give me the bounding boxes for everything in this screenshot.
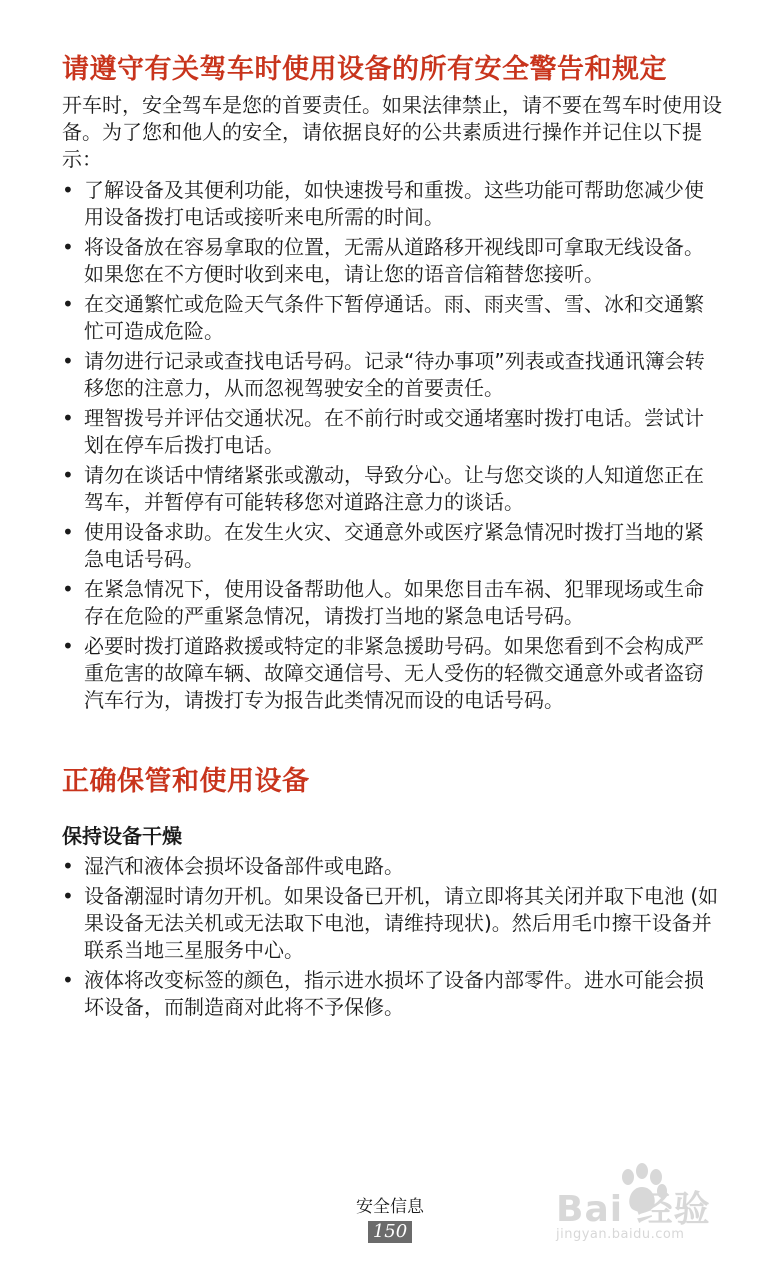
list-item: • 在紧急情况下，使用设备帮助他人。如果您目击车祸、犯罪现场或生命存在危险的严重紧急情况，请拨打当地的紧急电话号码。 bbox=[62, 576, 722, 630]
watermark-url: jingyan.baidu.com bbox=[556, 1227, 685, 1242]
baidu-watermark bbox=[556, 1163, 766, 1253]
footer-section-label: 安全信息 bbox=[356, 1197, 424, 1217]
list-item: • 将设备放在容易拿取的位置，无需从道路移开视线即可拿取无线设备。如果您在不方便时收到来电，请让您的语音信箱替您接听。 bbox=[62, 234, 722, 288]
section-title: 正确保管和使用设备 bbox=[62, 766, 310, 797]
list-item: • 了解设备及其便利功能，如快速拨号和重拨。这些功能可帮助您减少使用设备拨打电话或接听来电所需的时间。 bbox=[62, 177, 722, 231]
section-device-care bbox=[62, 764, 722, 1021]
list-item: • 设备潮湿时请勿开机。如果设备已开机，请立即将其关闭并取下电池 (如果设备无法关机或无法取下电池，请维持现状)。然后用毛巾擦干设备并联系当地三星服务中心。 bbox=[62, 883, 722, 964]
list-item: • 使用设备求助。在发生火灾、交通意外或医疗紧急情况时拨打当地的紧急电话号码。 bbox=[62, 519, 722, 573]
list-item: • 湿汽和液体会损坏设备部件或电路。 bbox=[62, 853, 722, 880]
section-driving-safety bbox=[62, 52, 722, 714]
list-item: • 理智拨号并评估交通状况。在不前行时或交通堵塞时拨打电话。尝试计划在停车后拨打电话。 bbox=[62, 405, 722, 459]
list-item: • 液体将改变标签的颜色，指示进水损坏了设备内部零件。进水可能会损坏设备，而制造商对此将不予保修。 bbox=[62, 967, 722, 1021]
page-number: 150 bbox=[368, 1221, 412, 1243]
keep-dry-list bbox=[62, 853, 722, 1021]
driving-tips-list bbox=[62, 177, 722, 714]
watermark-logo-text: Bai 经验 bbox=[556, 1189, 711, 1230]
document-page bbox=[62, 52, 722, 1024]
list-item: • 请勿进行记录或查找电话号码。记录“待办事项”列表或查找通讯簿会转移您的注意力，从而忽视驾驶安全的首要责任。 bbox=[62, 348, 722, 402]
list-item: • 必要时拨打道路救援或特定的非紧急援助号码。如果您看到不会构成严重危害的故障车辆、故障交通信号、无人受伤的轻微交通意外或者盗窃汽车行为，请拨打专为报告此类情况而设的电话号码。 bbox=[62, 633, 722, 714]
section-title: 请遵守有关驾车时使用设备的所有安全警告和规定 bbox=[62, 54, 667, 85]
list-item: • 在交通繁忙或危险天气条件下暂停通话。雨、雨夹雪、雪、冰和交通繁忙可造成危险。 bbox=[62, 291, 722, 345]
intro-paragraph: 开车时，安全驾车是您的首要责任。如果法律禁止，请不要在驾车时使用设备。为了您和他人的安全，请依据良好的公共素质进行操作并记住以下提示： bbox=[62, 93, 722, 171]
list-item: • 请勿在谈话中情绪紧张或激动，导致分心。让与您交谈的人知道您正在驾车，并暂停有可能转移您对道路注意力的谈话。 bbox=[62, 462, 722, 516]
subsection-title: 保持设备干燥 bbox=[62, 824, 182, 848]
